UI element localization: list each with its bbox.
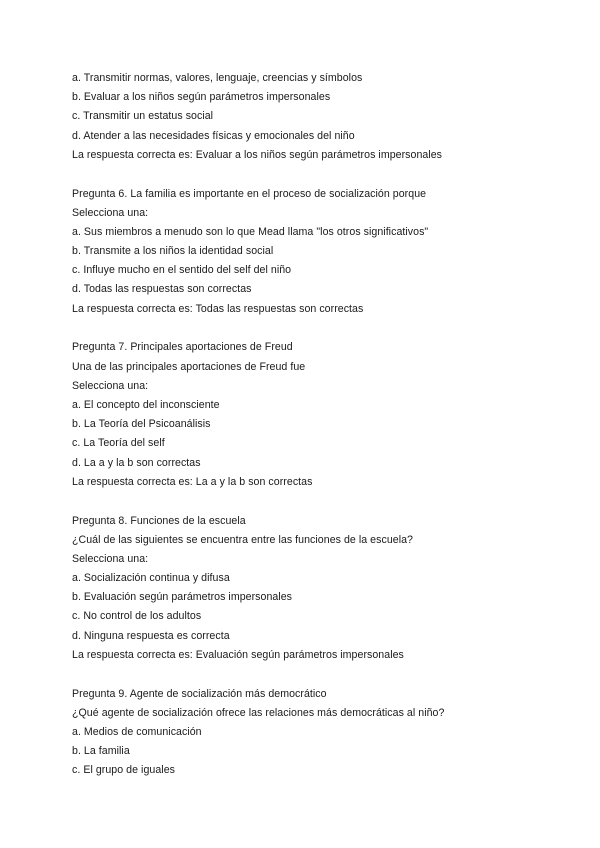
option-b: b. La Teoría del Psicoanálisis: [72, 418, 211, 431]
option-c: c. No control de los adultos: [72, 610, 202, 623]
question-6: [72, 185, 572, 319]
correct-answer: La respuesta correcta es: Evaluar a los niños según parámetros impersonales: [72, 148, 443, 161]
option-b: b. La familia: [72, 745, 130, 758]
select-label: Selecciona una:: [72, 379, 149, 392]
option-c: c. Influye mucho en el sentido del self del niño: [72, 264, 292, 277]
question-prompt: Una de las principales aportaciones de Freud fue: [72, 360, 306, 373]
option-b: b. Evaluación según parámetros impersonales: [72, 591, 293, 604]
correct-answer: La respuesta correcta es: Evaluación según parámetros impersonales: [72, 648, 404, 661]
question-heading: Pregunta 8. Funciones de la escuela: [72, 514, 246, 527]
question-heading: Pregunta 6. La familia es importante en el proceso de socialización porque: [72, 187, 427, 200]
select-label: Selecciona una:: [72, 206, 149, 219]
option-a: a. El concepto del inconsciente: [72, 399, 220, 411]
option-a: a. Sus miembros a menudo son lo que Mead llama "los otros significativos": [72, 225, 429, 238]
option-c: c. El grupo de iguales: [72, 764, 175, 777]
correct-answer: La respuesta correcta es: Todas las respuestas son correctas: [72, 302, 364, 315]
question-8: [72, 512, 572, 666]
correct-answer: La respuesta correcta es: La a y la b son correctas: [72, 475, 313, 488]
option-d: d. La a y la b son correctas: [72, 456, 201, 469]
option-c: c. Transmitir un estatus social: [72, 110, 214, 123]
document-page: [72, 69, 572, 781]
question-7: [72, 338, 572, 492]
question-5-tail: [72, 69, 572, 165]
option-a: a. Socialización continua y difusa: [72, 572, 230, 585]
question-heading: Pregunta 7. Principales aportaciones de Freud: [72, 341, 293, 354]
option-b: b. Transmite a los niños la identidad social: [72, 245, 274, 258]
option-d: d. Atender a las necesidades físicas y emocionales del niño: [72, 129, 355, 142]
question-prompt: ¿Qué agente de socialización ofrece las relaciones más democráticas al niño?: [72, 706, 445, 719]
question-heading: Pregunta 9. Agente de socialización más democrático: [72, 687, 327, 700]
select-label: Selecciona una:: [72, 552, 149, 565]
question-9: [72, 685, 572, 781]
option-d: d. Todas las respuestas son correctas: [72, 283, 252, 296]
option-a: a. Medios de comunicación: [72, 726, 202, 738]
option-c: c. La Teoría del self: [72, 437, 165, 450]
question-prompt: ¿Cuál de las siguientes se encuentra entre las funciones de la escuela?: [72, 533, 413, 546]
option-d: d. Ninguna respuesta es correcta: [72, 629, 230, 642]
option-b: b. Evaluar a los niños según parámetros impersonales: [72, 91, 331, 104]
option-a: a. Transmitir normas, valores, lenguaje, creencias y símbolos: [72, 72, 363, 84]
